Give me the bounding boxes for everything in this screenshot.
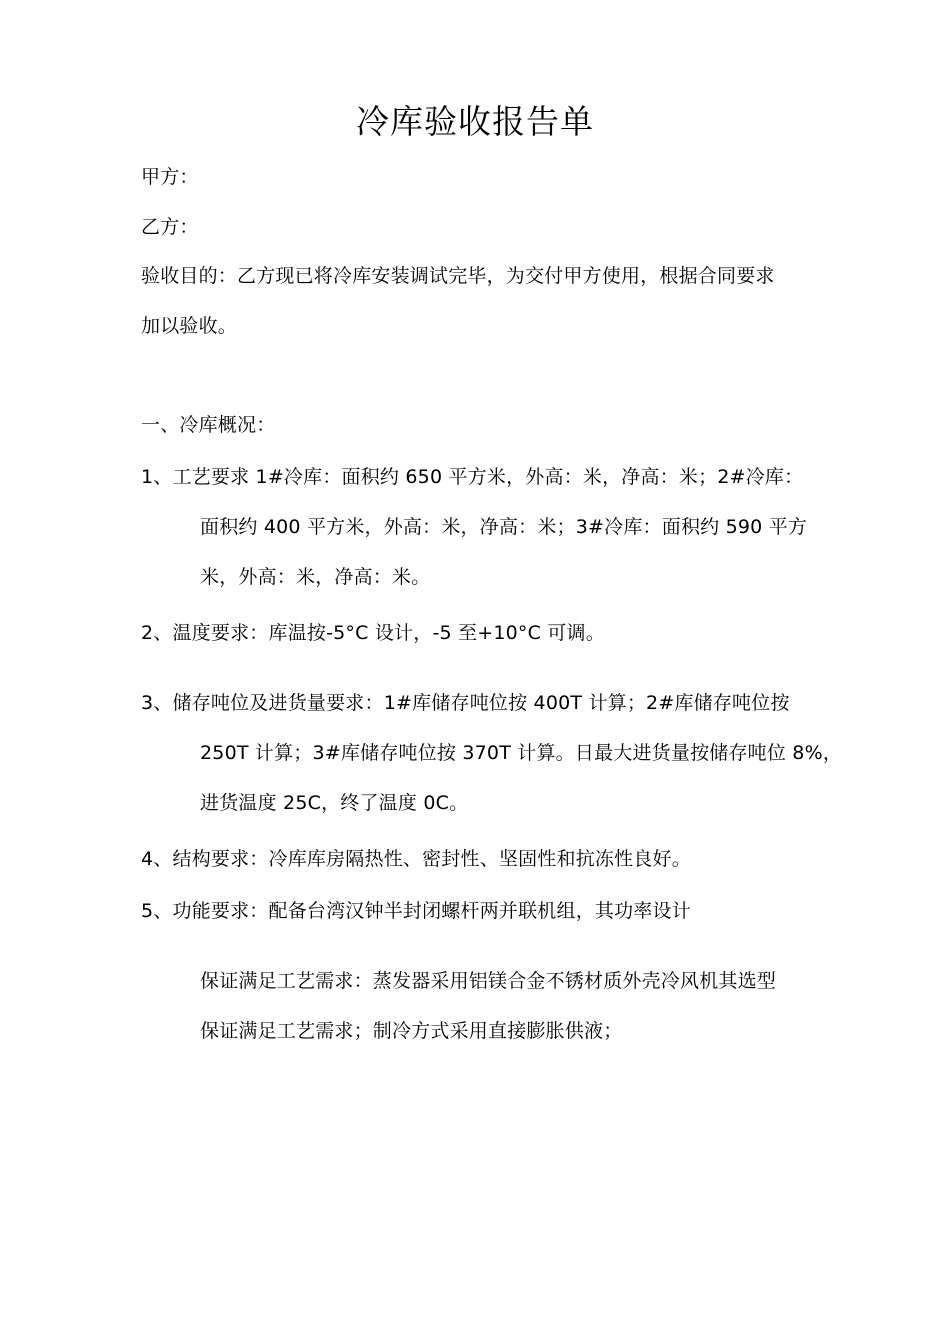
purpose-line-2: 加以验收。 (141, 315, 238, 337)
item-2-line-1: 2、温度要求：库温按-5°C 设计，-5 至+10°C 可调。 (141, 622, 605, 644)
item-3-line-3: 进货温度 25C，终了温度 0C。 (200, 792, 469, 814)
document-title: 冷库验收报告单 (356, 102, 594, 141)
item-1-line-3: 米，外高：米，净高：米。 (200, 566, 431, 588)
section-1-heading: 一、冷库概况： (141, 414, 276, 436)
item-5-line-3: 保证满足工艺需求；制冷方式采用直接膨胀供液； (200, 1020, 623, 1042)
purpose-line-1: 验收目的：乙方现已将冷库安装调试完毕，为交付甲方使用，根据合同要求 (141, 265, 775, 287)
party-a-label: 甲方： (141, 166, 199, 188)
party-b-label: 乙方： (141, 216, 199, 238)
item-4-line-1: 4、结构要求：冷库库房隔热性、密封性、坚固性和抗冻性良好。 (141, 848, 691, 870)
item-1-line-2: 面积约 400 平方米，外高：米，净高：米；3#冷库：面积约 590 平方 (200, 516, 808, 538)
item-3-line-1: 3、储存吨位及进货量要求：1#库储存吨位按 400T 计算；2#库储存吨位按 (141, 692, 790, 714)
item-3-line-2: 250T 计算；3#库储存吨位按 370T 计算。日最大进货量按储存吨位 8%， (200, 742, 843, 764)
item-1-line-1: 1、工艺要求 1#冷库：面积约 650 平方米，外高：米，净高：米；2#冷库： (141, 466, 804, 488)
item-5-line-1: 5、功能要求：配备台湾汉钟半封闭螺杆两并联机组，其功率设计 (141, 900, 691, 922)
item-5-line-2: 保证满足工艺需求：蒸发器采用铝镁合金不锈材质外壳冷风机其选型 (200, 970, 777, 992)
